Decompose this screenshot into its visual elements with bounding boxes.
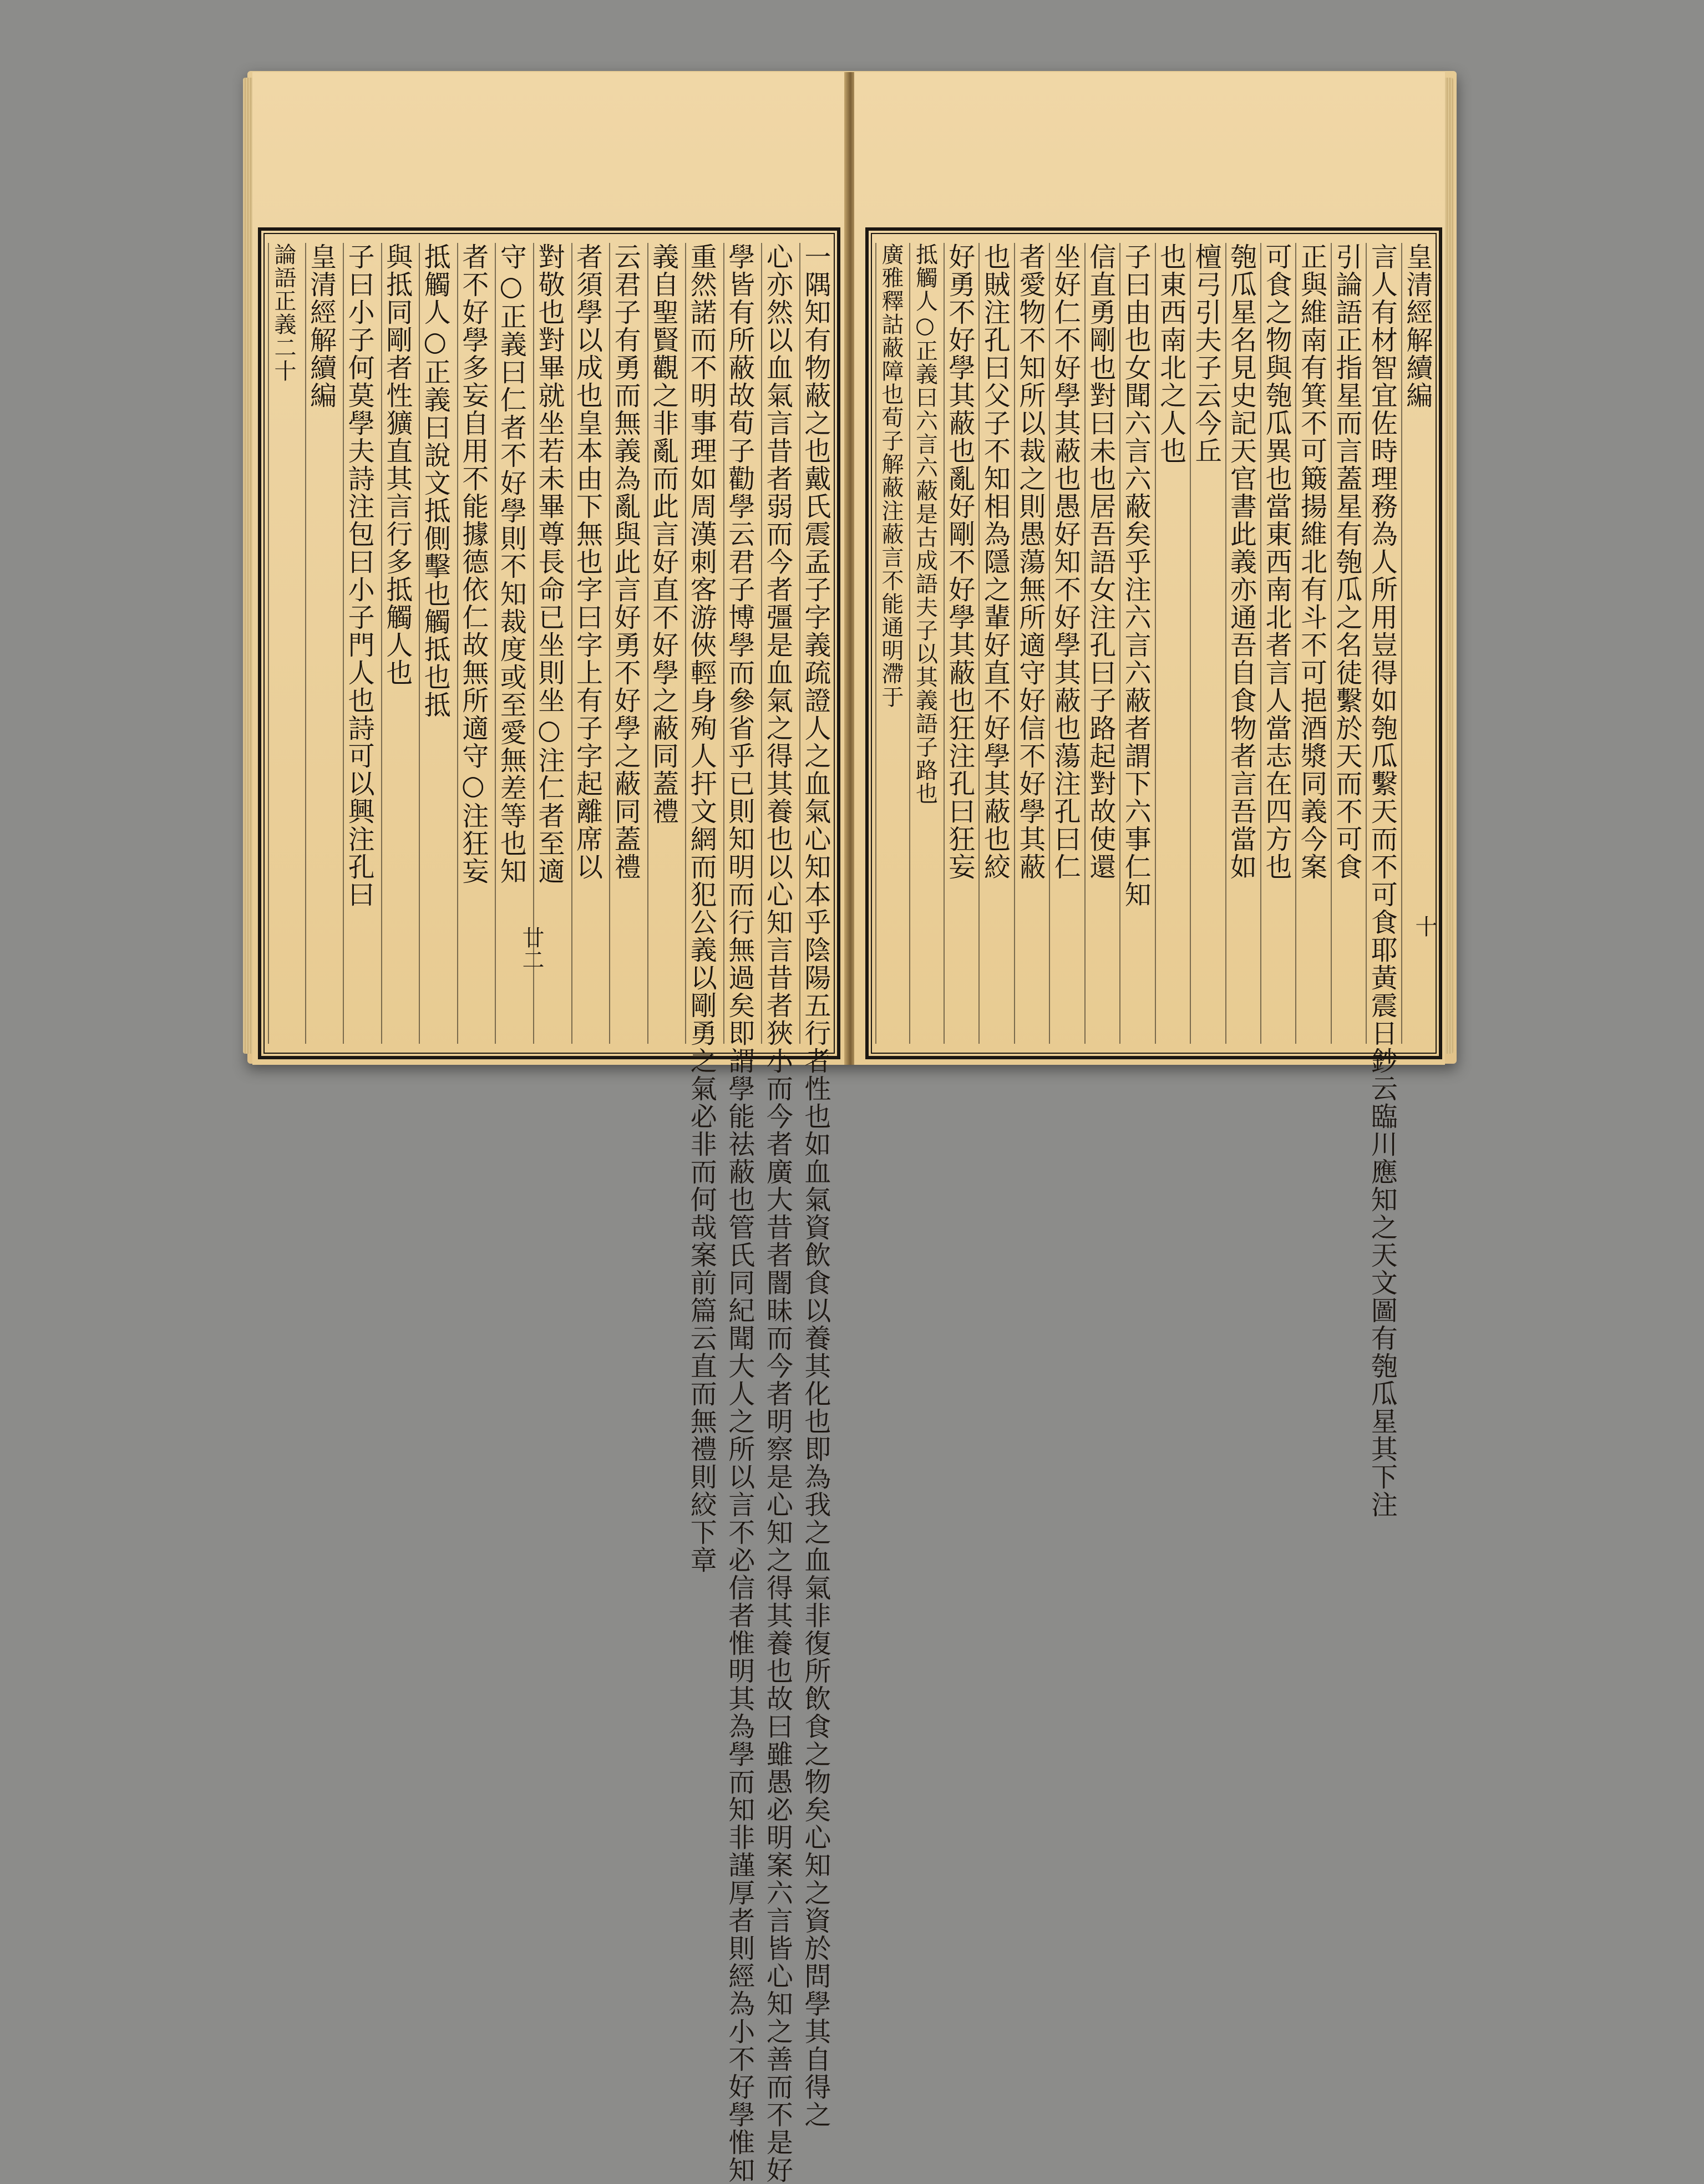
text-column: 心亦然以血氣言昔者弱而今者彊是血氣之得其養也以心知言昔者狹小而今者廣大昔者闇昧而今者明察是心知之得其養也故曰雖愚必明案六言皆心知之善而不是好 (762, 243, 793, 2184)
right-page (854, 72, 1445, 1518)
text-column: 引論語正指星而言蓋星有匏瓜之名徒繫於天而不可食 (1331, 243, 1362, 1044)
text-column: 坐好仁不好學其蔽也愚好知不好學其蔽也蕩注孔曰仁 (1049, 243, 1080, 1044)
text-column: 子曰由也女聞六言六蔽矣乎注六言六蔽者謂下六事仁知 (1119, 243, 1150, 1044)
text-column: 者不好學多妄自用不能據德依仁故無所適守○注狂妄 (457, 243, 488, 1044)
text-column: 也賊注孔曰父子不知相為隱之輩好直不好學其蔽也絞 (978, 243, 1010, 1044)
text-column: 與抵同剛者性獷直其言行多抵觸人也 (381, 243, 412, 1044)
chapter-label: 論語正義二十 (268, 243, 298, 1044)
text-column: 廣雅釋詁蔽障也荀子解蔽注蔽言不能通明滯于 (875, 243, 905, 1044)
text-column: 對敬也對畢就坐若未畢尊長命已坐則坐○注仁者至適 (533, 243, 564, 1044)
book-title: 皇清經解續編 (1401, 243, 1432, 1044)
left-print-block (258, 227, 840, 2184)
text-column: 義自聖賢觀之非亂而此言好直不好學之蔽同蓋禮 (647, 243, 678, 1044)
text-column: 者愛物不知所以裁之則愚蕩無所適守好信不好學其蔽 (1014, 243, 1045, 1044)
final-text-column: 子曰小子何莫學夫詩注包曰小子門人也詩可以興注孔曰 (343, 243, 374, 1044)
text-column: 可食之物與匏瓜異也當東西南北者言人當志在四方也 (1260, 243, 1291, 1044)
text-column: 一隅知有物蔽之也戴氏震孟子字義疏證人之血氣心知本乎陰陽五行者性也如血氣資飲食以養其化也即為我之血氣非復所飲食之物矣心知之資於問學其自得之 (799, 243, 831, 2129)
book-title: 皇清經解續編 (305, 243, 336, 1044)
text-column: 者須學以成也皇本由下無也字曰字上有子字起離席以 (571, 243, 602, 1044)
text-column: 也東西南北之人也 (1155, 243, 1186, 1044)
right-columns (875, 243, 1433, 1518)
page-number: 十 (1412, 915, 1437, 937)
text-column: 正與維南有箕不可簸揚維北有斗不可挹酒漿同義今案 (1295, 243, 1326, 1044)
right-print-block (865, 227, 1442, 1518)
text-column: 言人有材智宜佐時理務為人所用豈得如匏瓜繫天而不可食耶黃震日鈔云臨川應知之天文圖有匏瓜星其下注 (1366, 243, 1398, 1518)
page-number: 廿二 (519, 926, 544, 971)
text-column: 學皆有所蔽故荀子勸學云君子博學而參省乎已則知明而行無過矣即謂學能祛蔽也管氏同紀聞大人之所以言不必信者惟明其為學而知非謹厚者則經為小不好學惟知 (723, 243, 755, 2184)
text-column: 好勇不好學其蔽也亂好剛不好學其蔽也狂注孔曰狂妄 (944, 243, 975, 1044)
text-column: 匏瓜星名見史記天官書此義亦通吾自食物者言吾當如 (1225, 243, 1256, 1044)
text-column: 重然諾而不明事理如周漢刺客游俠輕身殉人扞文網而犯公義以剛勇之氣必非而何哉案前篇云直而無禮則絞下章 (686, 243, 717, 1574)
text-column: 云君子有勇而無義為亂與此言好勇不好學之蔽同蓋禮 (609, 243, 640, 1044)
text-column: 檀弓引夫子云今丘 (1190, 243, 1221, 1044)
text-column: 抵觸人○正義曰六言六蔽是古成語夫子以其義語子路也 (909, 243, 939, 1044)
text-column: 守○正義曰仁者不好學則不知裁度或至愛無差等也知 (495, 243, 526, 1044)
text-column: 抵觸人○正義曰說文抵側擊也觸抵也抵 (419, 243, 450, 1044)
text-column: 信直勇剛也對曰未也居吾語女注孔曰子路起對故使還 (1084, 243, 1115, 1044)
left-columns (268, 243, 831, 2184)
left-page (252, 72, 847, 2184)
